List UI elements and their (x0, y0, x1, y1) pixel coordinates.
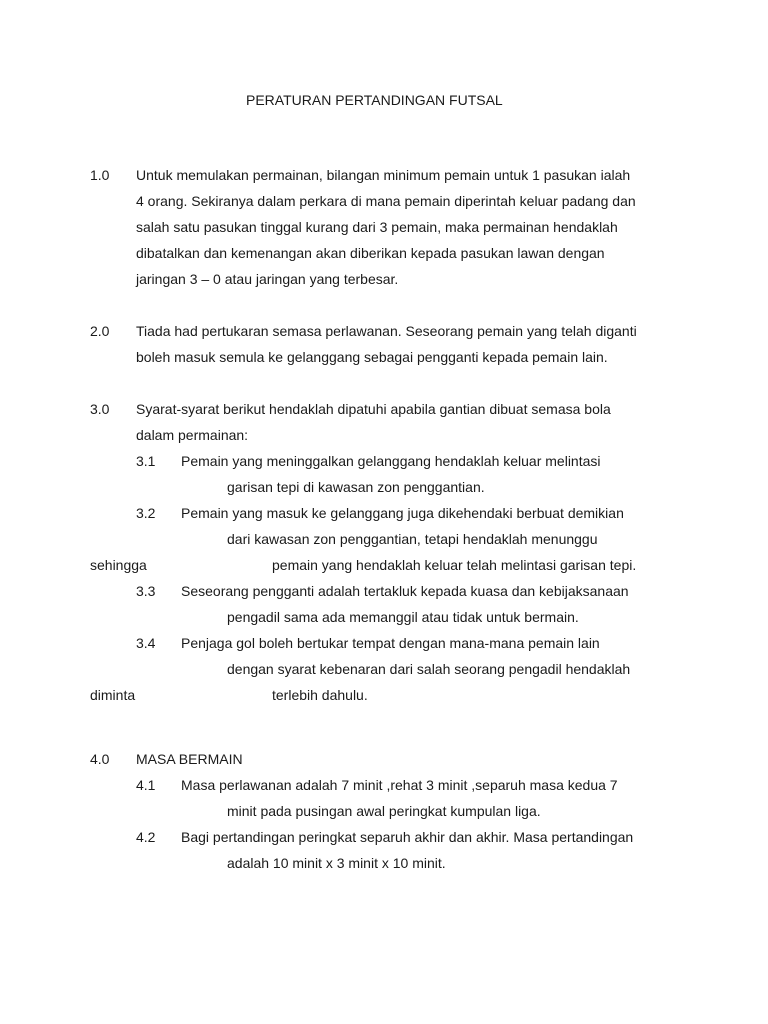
subsection-line: Bagi pertandingan peringkat separuh akhir dan akhir. Masa pertandingan (181, 829, 634, 845)
stray-word: sehingga (90, 557, 147, 573)
subsection-line: pemain yang hendaklah keluar telah melintasi garisan tepi. (272, 557, 637, 573)
document-title: PERATURAN PERTANDINGAN FUTSAL (246, 92, 503, 108)
section-line: Untuk memulakan permainan, bilangan minimum pemain untuk 1 pasukan ialah (136, 167, 631, 183)
subsection-line: Penjaga gol boleh bertukar tempat dengan mana-mana pemain lain (181, 635, 600, 651)
section-number: 3.0 (90, 401, 110, 417)
subsection-number: 3.3 (136, 583, 156, 599)
subsection-line: garisan tepi di kawasan zon penggantian. (227, 479, 485, 495)
subsection-line: pengadil sama ada memanggil atau tidak untuk bermain. (227, 609, 579, 625)
subsection-number: 4.2 (136, 829, 156, 845)
section-line: boleh masuk semula ke gelanggang sebagai pengganti kepada pemain lain. (136, 349, 608, 365)
subsection-line: Seseorang pengganti adalah tertakluk kepada kuasa dan kebijaksanaan (181, 583, 629, 599)
subsection-line: Masa perlawanan adalah 7 minit ,rehat 3 minit ,separuh masa kedua 7 (181, 777, 618, 793)
section-number: 2.0 (90, 323, 110, 339)
subsection-line: minit pada pusingan awal peringkat kumpulan liga. (227, 803, 541, 819)
subsection-number: 3.2 (136, 505, 156, 521)
section-line: Tiada had pertukaran semasa perlawanan. Seseorang pemain yang telah diganti (136, 323, 637, 339)
subsection-number: 3.1 (136, 453, 156, 469)
section-line: jaringan 3 – 0 atau jaringan yang terbesar. (136, 271, 399, 287)
subsection-line: dengan syarat kebenaran dari salah seorang pengadil hendaklah (227, 661, 631, 677)
subsection-line: Pemain yang masuk ke gelanggang juga dikehendaki berbuat demikian (181, 505, 624, 521)
section-line: salah satu pasukan tinggal kurang dari 3 pemain, maka permainan hendaklah (136, 219, 618, 235)
subsection-line: dari kawasan zon penggantian, tetapi hendaklah menunggu (227, 531, 598, 547)
stray-word: diminta (90, 687, 136, 703)
section-line: 4 orang. Sekiranya dalam perkara di mana pemain diperintah keluar padang dan (136, 193, 636, 209)
subsection-number: 4.1 (136, 777, 156, 793)
section-heading: MASA BERMAIN (136, 751, 243, 767)
section-number: 4.0 (90, 751, 110, 767)
section-line: dalam permainan: (136, 427, 249, 443)
section-line: Syarat-syarat berikut hendaklah dipatuhi apabila gantian dibuat semasa bola (136, 401, 611, 417)
subsection-number: 3.4 (136, 635, 156, 651)
subsection-line: Pemain yang meninggalkan gelanggang hendaklah keluar melintasi (181, 453, 601, 469)
subsection-line: terlebih dahulu. (272, 687, 368, 703)
section-number: 1.0 (90, 167, 110, 183)
section-line: dibatalkan dan kemenangan akan diberikan kepada pasukan lawan dengan (136, 245, 605, 261)
subsection-line: adalah 10 minit x 3 minit x 10 minit. (227, 855, 446, 871)
